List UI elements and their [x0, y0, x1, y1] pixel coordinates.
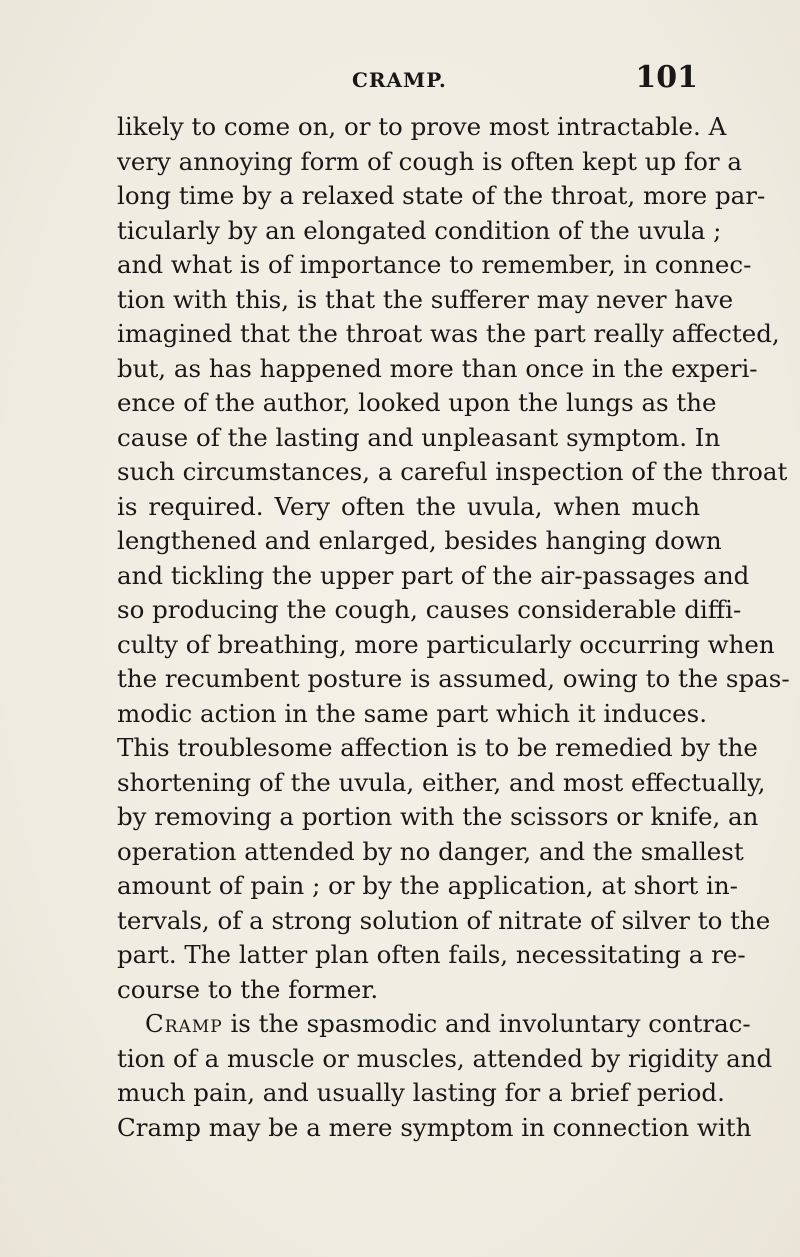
- text-line: course to the former.: [117, 974, 379, 1004]
- text-line: ence of the author, looked upon the lungs as the: [117, 388, 717, 417]
- text-line: much pain, and usually lasting for a brief period.: [117, 1078, 725, 1107]
- text-line: modic action in the same part which it induces.: [117, 698, 707, 728]
- lead-word: Cramp: [145, 1009, 223, 1038]
- text-line: is required. Very often the uvula, when much: [117, 491, 700, 521]
- text-line: by removing a portion with the scissors or knife, an: [117, 802, 759, 831]
- text-line: likely to come on, or to prove most intractable. A: [117, 112, 727, 141]
- text-line: operation attended by no danger, and the smallest: [117, 836, 744, 866]
- text-line: tion with this, is that the sufferer may never have: [117, 284, 734, 314]
- page-number: 101: [635, 60, 698, 95]
- text-line: tervals, of a strong solution of nitrate of silver to the: [117, 905, 771, 935]
- running-head: CRAMP.: [352, 68, 447, 92]
- text-line: shortening of the uvula, either, and most effectually,: [117, 767, 766, 797]
- text-line: so producing the cough, causes considerable diffi-: [117, 595, 742, 624]
- text-line: and what is of importance to remember, in connec-: [117, 250, 752, 279]
- text-line: the recumbent posture is assumed, owing to the spas-: [117, 664, 790, 693]
- text-line: This troublesome affection is to be remedied by the: [117, 733, 758, 762]
- text-line: and tickling the upper part of the air-passages and: [117, 560, 750, 590]
- text-line: ticularly by an elongated condition of the uvula ;: [117, 215, 722, 245]
- text-line: part. The latter plan often fails, necessitating a re-: [117, 940, 746, 969]
- paragraph-cramp-first-line: [117, 1007, 751, 1042]
- text-line: but, as has happened more than once in the experi-: [117, 353, 758, 383]
- text-line: such circumstances, a careful inspection of the throat: [117, 457, 788, 486]
- page-header: [120, 60, 698, 100]
- first-line-rest: is the spasmodic and involuntary contrac-: [222, 1009, 751, 1038]
- body-text: [117, 110, 790, 1145]
- text-line: imagined that the throat was the part really affected,: [117, 319, 780, 348]
- text-line: tion of a muscle or muscles, attended by rigidity and: [117, 1043, 773, 1073]
- text-line: long time by a relaxed state of the throat, more par-: [117, 181, 766, 210]
- text-line: amount of pain ; or by the application, at short in-: [117, 871, 738, 900]
- text-line: culty of breathing, more particularly occurring when: [117, 629, 775, 659]
- text-line: cause of the lasting and unpleasant symptom. In: [117, 422, 721, 452]
- text-line: lengthened and enlarged, besides hanging down: [117, 526, 722, 555]
- text-line: very annoying form of cough is often kept up for a: [117, 146, 742, 176]
- text-line: Cramp may be a mere symptom in connection with: [117, 1112, 752, 1142]
